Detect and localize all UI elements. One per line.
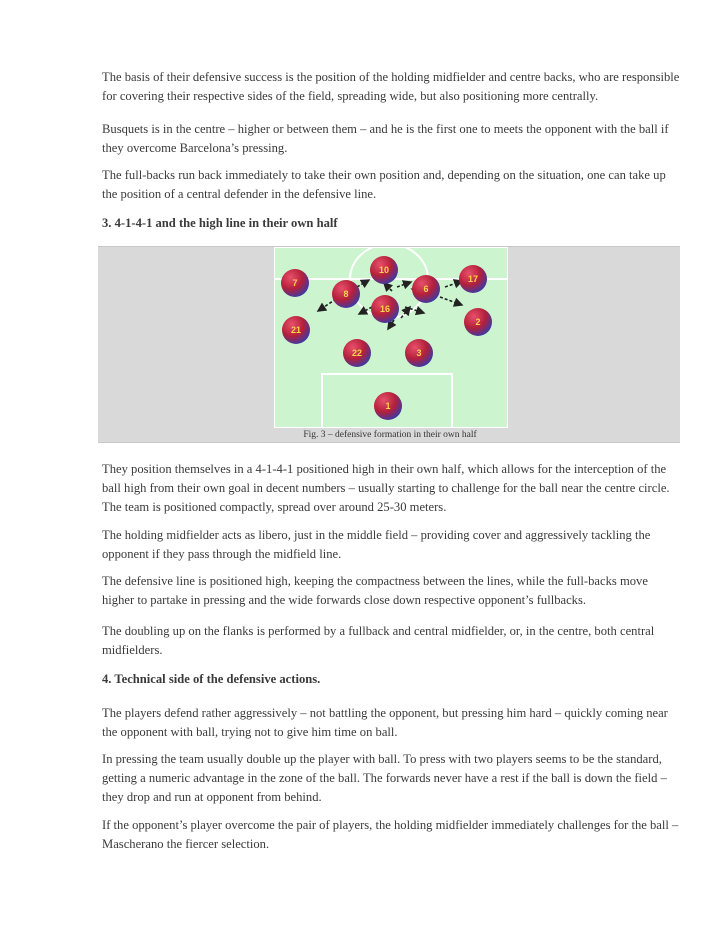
figure-caption [98, 430, 680, 441]
svg-text:21: 21 [290, 325, 302, 335]
svg-text:1: 1 [385, 401, 391, 411]
player-6 [412, 275, 440, 303]
svg-text:2: 2 [475, 317, 481, 327]
section-heading-4: 4. Technical side of the defensive actions. [102, 672, 321, 686]
player-17 [459, 265, 487, 293]
paragraph-10: If the opponent’s player overcome the pair of players, the holding midfielder immediately challenges for the ball – Mascherano the fiercer selection. [102, 818, 679, 851]
svg-text:8: 8 [343, 289, 349, 299]
player-10 [370, 256, 398, 284]
svg-text:10: 10 [378, 265, 390, 275]
svg-text:17: 17 [467, 274, 479, 284]
paragraph-9: In pressing the team usually double up the player with ball. To press with two players seems to be the standard, getting a numeric advantage in the zone of the ball. The forwards never have a rest if the ball is down the field – they drop and run at opponent from behind. [102, 752, 667, 804]
section-heading-3: 3. 4-1-4-1 and the high line in their own half [102, 216, 338, 230]
svg-text:22: 22 [351, 348, 363, 358]
pitch [274, 247, 508, 428]
player-2 [464, 308, 492, 336]
paragraph-7: The doubling up on the flanks is performed by a fullback and central midfielder, or, in the centre, both central midfielders. [102, 624, 655, 657]
svg-text:6: 6 [423, 284, 429, 294]
svg-text:7: 7 [292, 278, 298, 288]
player-3 [405, 339, 433, 367]
player-7 [281, 269, 309, 297]
svg-text:16: 16 [379, 304, 391, 314]
svg-text:3: 3 [416, 348, 422, 358]
paragraph-5: The holding midfielder acts as libero, just in the middle field – providing cover and aggressively tackling the opponent if they pass through the midfield line. [102, 528, 651, 561]
paragraph-6: The defensive line is positioned high, keeping the compactness between the lines, while the full-backs move higher to partake in pressing and the wide forwards close down respective opponent’s fullbacks. [102, 574, 648, 607]
player-8 [332, 280, 360, 308]
paragraph-1: The basis of their defensive success is the position of the holding midfielder and centre backs, who are responsible for covering their respective sides of the field, spreading wide, but also positioning more centrally. [102, 70, 680, 103]
paragraph-2: Busquets is in the centre – higher or between them – and he is the first one to meets the opponent with the ball if they overcome Barcelona’s pressing. [102, 122, 669, 155]
figure-caption-text: Fig. 3 – defensive formation in their own half [303, 430, 477, 440]
paragraph-3: The full-backs run back immediately to take their own position and, depending on the situation, one can take up the position of a central defender in the defensive line. [102, 168, 666, 201]
formation-diagram [274, 247, 508, 428]
player-16 [371, 295, 399, 323]
formation-figure [98, 246, 680, 443]
player-1 [374, 392, 402, 420]
player-22 [343, 339, 371, 367]
player-21 [282, 316, 310, 344]
paragraph-4: They position themselves in a 4-1-4-1 positioned high in their own half, which allows for the interception of the ball high from their own goal in decent numbers – usually starting to challenge for the ball near the centre circle. The team is positioned compactly, spread over around 25-30 meters. [102, 462, 670, 514]
players [281, 256, 492, 420]
paragraph-8: The players defend rather aggressively – not battling the opponent, but pressing him hard – quickly coming near the opponent with ball, trying not to give him time on ball. [102, 706, 668, 739]
